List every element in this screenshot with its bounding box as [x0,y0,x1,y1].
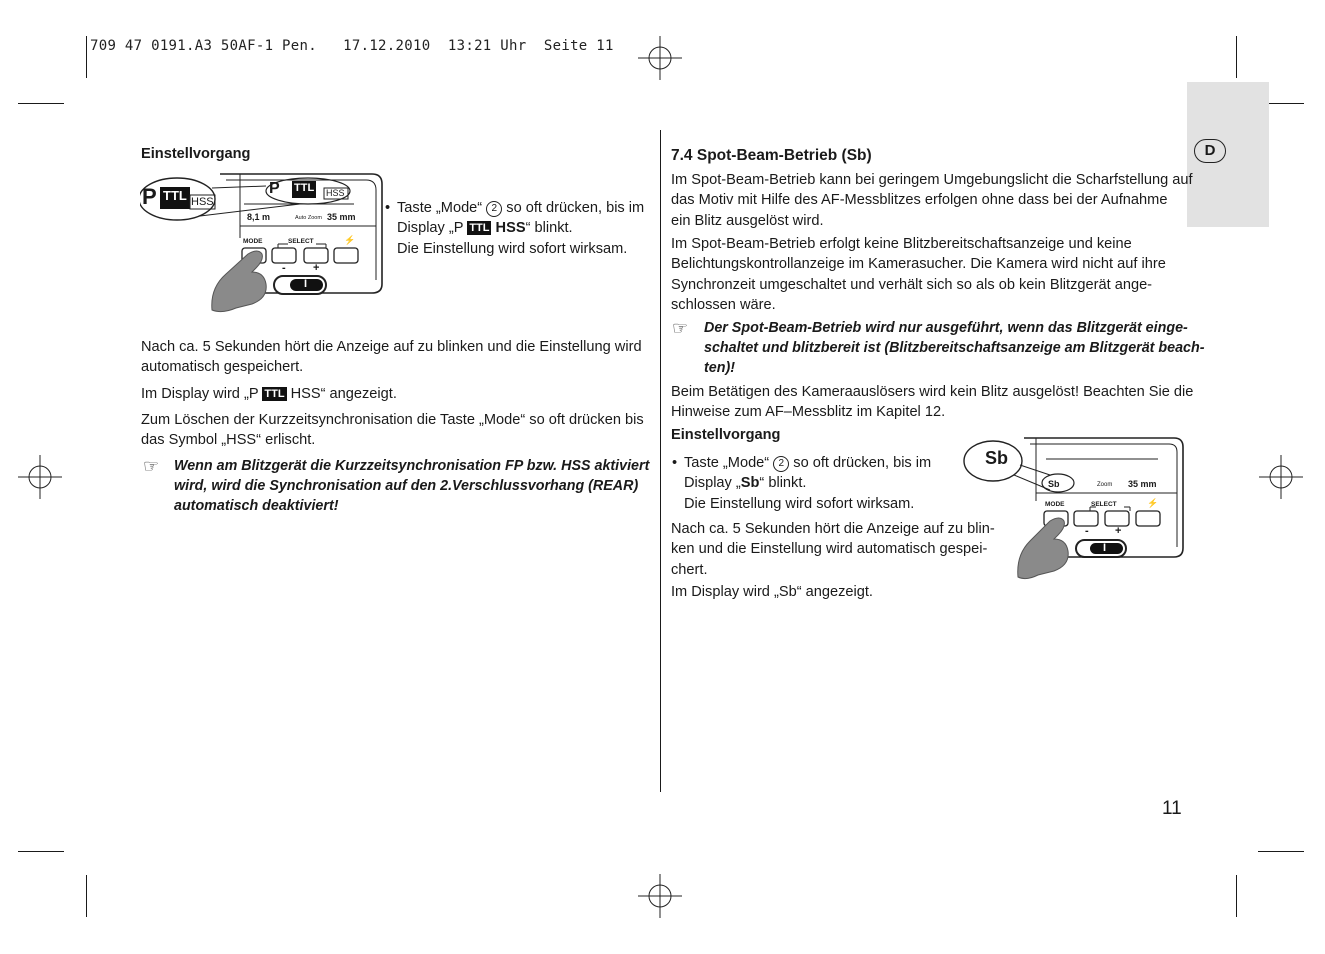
select-button-label: SELECT [1091,501,1117,508]
text-line: ein Blitz ausgelöst wird. [671,212,824,229]
hss-symbol: HSS [495,220,526,237]
callout-p-label: P [142,184,157,209]
display-p-label: P [269,180,280,197]
bullet-line-3: Die Einstellung wird sofort wirksam. [397,240,628,257]
pointing-hand-icon: ☞ [672,318,689,338]
display-hss-label: HSS [326,188,345,198]
text-line: Beim Betätigen des Kameraauslösers wird kein Blitz ausgelöst! Beachten Sie die [671,384,1194,400]
bullet-line-1 [684,453,962,473]
text-line: das Motiv mit Hilfe des AF-Messblitzes erfolgen ohne dass bei der Aufnahme [671,192,1168,209]
ttl-symbol: TTL [469,222,490,235]
left-paragraph-1 [141,337,642,378]
ttl-symbol: TTL [264,388,285,400]
text-line: Belichtungskontrollanzeige im Kamerasucher. Die Kamera wird nicht auf ihre [671,256,1166,273]
left-bullet [385,198,655,259]
minus-label: - [282,262,286,274]
right-paragraph-4 [671,519,995,580]
bullet-text: Taste „Mode“ [684,455,770,471]
bullet-text: “ blinkt. [525,220,573,237]
left-paragraph-2 [141,384,397,404]
right-note [704,318,1205,378]
note-line: Wenn am Blitzgerät die Kurzzeitsynchronisation FP bzw. HSS aktiviert [174,458,650,474]
left-subheading: Einstellvorgang [141,146,251,162]
crop-mark-top-left-v [86,36,87,78]
mode-button-label: MODE [243,238,263,245]
right-bullet [672,453,962,514]
text-line: Hinweise zum AF–Messblitz im Kapitel 12. [671,404,946,421]
text-part: Im Display wird „P [141,386,259,402]
bullet-text: Taste „Mode“ [397,200,483,216]
bullet-marker: • [672,455,678,471]
crop-mark-bottom-left-v [86,875,87,917]
left-paragraph-3 [141,410,644,451]
bullet-text: so oft drücken, bis im [506,200,645,216]
column-divider [660,130,661,792]
display-ttl-label: TTL [294,182,315,194]
text-line: Nach ca. 5 Sekunden hört die Anzeige auf zu blin- [671,521,995,537]
right-paragraph-1 [671,170,1193,231]
language-badge: D [1194,139,1226,163]
text-line: ken und die Einstellung wird automatisch gespei- [671,541,988,558]
registration-mark-top [638,36,682,80]
left-note [174,456,649,516]
text-line: Im Spot-Beam-Betrieb kann bei geringem Umgebungslicht die Scharfstellung auf [671,172,1193,188]
bullet-marker: • [385,200,391,216]
registration-mark-right [1259,455,1303,499]
minus-label: - [1085,525,1089,537]
callout-sb-label: Sb [985,448,1009,468]
text-line: Zum Löschen der Kurzzeitsynchronisation die Taste „Mode“ so oft drücken bis [141,412,644,428]
bullet-line-2 [684,473,962,493]
page-number: 11 [1162,798,1182,819]
bullet-text: Display „P [397,220,464,237]
display-focal-length: 35 mm [327,212,356,222]
display-zoom-label: Auto Zoom [295,215,322,221]
plus-label: + [313,262,320,274]
print-header: 709 47 0191.A3 50AF-1 Pen. 17.12.2010 13:21 Uhr Seite 11 [90,38,614,54]
display-focal-length: 35 mm [1128,479,1157,489]
crop-mark-top-right-v [1236,36,1237,78]
bullet-text: Display „ [684,475,741,492]
registration-mark-left [18,455,62,499]
text-line: das Symbol „HSS“ erlischt. [141,432,316,449]
right-paragraph-2 [671,234,1166,315]
note-line: Der Spot-Beam-Betrieb wird nur ausgeführt, wenn das Blitzgerät einge- [704,320,1188,336]
note-line: automatisch deaktiviert! [174,498,339,514]
power-switch-label: I [304,278,308,290]
right-subheading: Einstellvorgang [671,427,781,443]
crop-mark-bottom-right-h [1258,851,1304,852]
text-line: Synchronzeit umgeschaltet und verhält sich so als ob kein Blitzgerät ange- [671,276,1153,293]
right-paragraph-3 [671,382,1193,423]
crop-mark-top-left-h [18,103,64,104]
callout-ttl-label: TTL [163,188,187,203]
bullet-line-2 [397,218,655,238]
note-line: schaltet und blitzbereit ist (Blitzbereitschaftsanzeige am Blitzgerät beach- [704,340,1205,356]
note-line: wird, wird die Synchronisation auf den 2.Verschlussvorhang (REAR) [174,478,639,494]
section-heading: 7.4 Spot-Beam-Betrieb (Sb) [671,147,872,164]
flash-button-icon: ⚡ [1147,498,1159,508]
text-line: Nach ca. 5 Sekunden hört die Anzeige auf zu blinken und die Einstellung wird [141,339,642,355]
bullet-line-3: Die Einstellung wird sofort wirksam. [684,495,915,512]
plus-label: + [1115,525,1122,537]
flash-button-icon: ⚡ [344,235,356,245]
bullet-line-1 [397,198,655,218]
display-sb-label: Sb [1048,479,1060,489]
registration-mark-bottom [638,874,682,918]
crop-mark-bottom-right-v [1236,875,1237,917]
pointing-hand-icon: ☞ [143,456,160,476]
power-switch-label: I [1103,542,1107,554]
text-line: schlossen wäre. [671,296,776,313]
display-distance: 8,1 m [247,212,271,222]
bullet-text: so oft drücken, bis im [793,455,932,471]
right-paragraph-5: Im Display wird „Sb“ angezeigt. [671,584,873,600]
crop-mark-bottom-left-h [18,851,64,852]
mode-key-number: 2 [486,201,502,217]
mode-key-number: 2 [773,456,789,472]
text-line: Im Spot-Beam-Betrieb erfolgt keine Blitzbereitschaftsanzeige und keine [671,236,1132,252]
sb-symbol: Sb [740,475,760,492]
callout-hss-label: HSS [191,196,214,208]
text-line: chert. [671,561,708,578]
select-button-label: SELECT [288,238,314,245]
note-line: ten)! [704,360,735,376]
mode-button-label: MODE [1045,501,1065,508]
bullet-text: “ blinkt. [759,475,807,492]
text-line: automatisch gespeichert. [141,359,304,376]
display-zoom-label: Zoom [1097,482,1113,488]
text-part: HSS“ angezeigt. [290,386,397,402]
